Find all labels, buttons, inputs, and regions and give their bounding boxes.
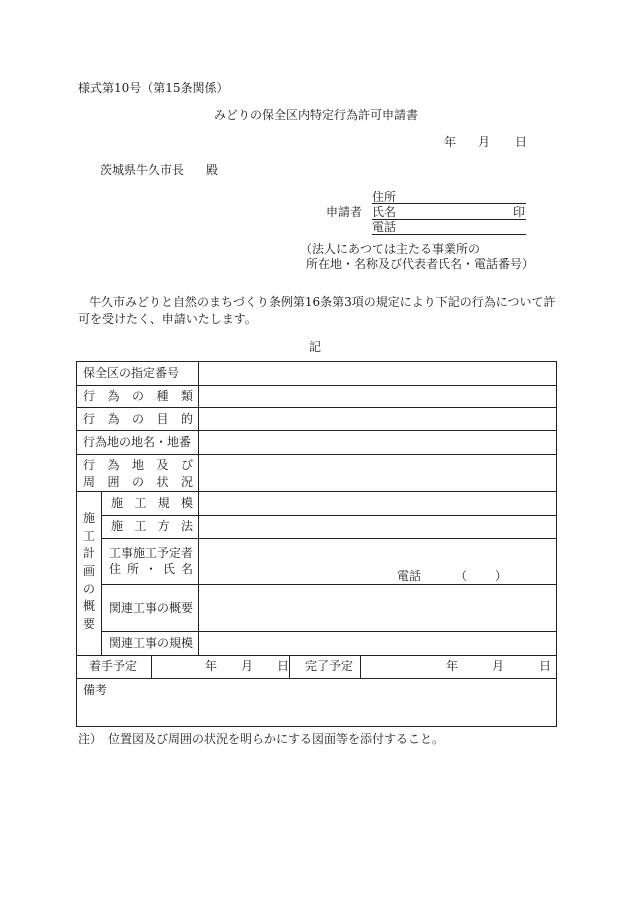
label-contractor-line1: 工事施工予定者 (109, 546, 194, 560)
label-action-purpose: 行 為 の 目 的 (83, 412, 193, 426)
applicant-seal-mark: 印 (513, 205, 526, 219)
addressee-honorific: 殿 (206, 163, 219, 177)
applicant-name-label: 氏名 (372, 205, 397, 219)
end-year-label: 年 (446, 659, 459, 673)
footnote: 注） 位置図及び周囲の状況を明らかにする図面等を添付すること。 (78, 732, 445, 746)
applicant-address-label: 住所 (372, 190, 397, 204)
label-start-schedule: 着手予定 (89, 659, 138, 673)
ki-heading: 記 (309, 340, 322, 354)
label-designation-number: 保全区の指定番号 (83, 366, 180, 380)
body-text-line2: 可を受けたく、申請いたします。 (78, 312, 257, 326)
label-contractor-line2: 住 所 ・ 氏 名 (109, 562, 193, 576)
start-month-label: 月 (241, 659, 254, 673)
corporate-note-line2: 所在地・名称及び代表者氏名・電話番号） (306, 257, 535, 271)
label-construction-scale: 施 工 規 模 (111, 496, 193, 510)
label-remarks: 備考 (83, 683, 108, 697)
application-table (76, 361, 557, 727)
form-title: みどりの保全区内特定行為許可申請書 (214, 108, 419, 122)
applicant-address-line (372, 203, 526, 204)
label-related-work-scale: 関連工事の規模 (109, 636, 194, 650)
label-site-situation-line2: 周 囲 の 状 況 (83, 475, 193, 489)
applicant-label: 申請者 (326, 205, 363, 219)
label-completion-schedule: 完了予定 (305, 659, 354, 673)
form-number: 様式第10号（第15条関係） (78, 81, 229, 95)
applicant-phone-line (372, 234, 526, 235)
end-day-label: 日 (539, 659, 552, 673)
label-site-situation-line1: 行 為 地 及 び (83, 458, 193, 472)
contractor-phone-label: 電話 (397, 569, 422, 583)
end-month-label: 月 (492, 659, 505, 673)
contractor-phone-paren-open: （ (455, 569, 468, 583)
label-site-address: 行為地の地名・地番 (83, 435, 192, 449)
date-month-label: 月 (478, 135, 491, 149)
label-action-type: 行 為 の 種 類 (83, 389, 193, 403)
addressee-name: 茨城県牛久市長 (100, 163, 185, 177)
start-year-label: 年 (205, 659, 218, 673)
label-construction-method: 施 工 方 法 (111, 519, 193, 533)
date-year-label: 年 (444, 135, 457, 149)
body-text-line1: 牛久市みどりと自然のまちづくり条例第16条第3項の規定により下記の行為について許 (89, 295, 556, 309)
label-construction-plan-summary: 施 工 計 画 の 概 要 (82, 511, 95, 631)
contractor-phone-paren-close: ） (495, 569, 508, 583)
applicant-phone-label: 電話 (372, 220, 397, 234)
label-related-work-summary: 関連工事の概要 (109, 601, 194, 615)
date-day-label: 日 (515, 135, 528, 149)
start-day-label: 日 (277, 659, 290, 673)
corporate-note-line1: （法人にあつては主たる事業所の (300, 242, 481, 256)
